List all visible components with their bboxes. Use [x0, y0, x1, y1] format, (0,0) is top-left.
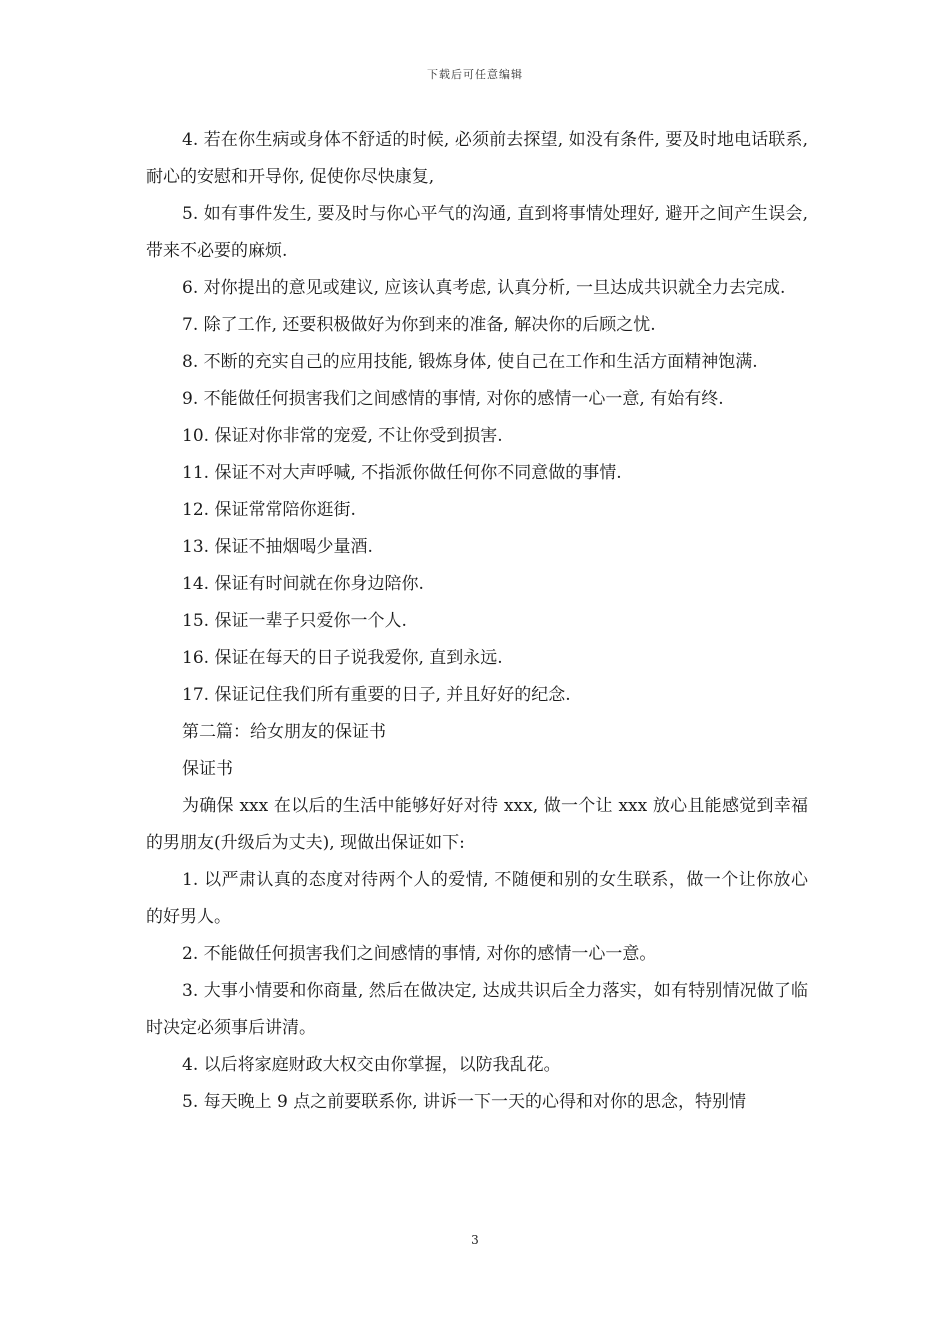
paragraph-item-3: 3. 大事小情要和你商量, 然后在做决定, 达成共识后全力落实，如有特别情况做了临时决定必须事后讲清。	[146, 981, 808, 1038]
paragraph-item-4b: 4. 以后将家庭财政大权交由你掌握，以防我乱花。	[182, 1055, 561, 1075]
paragraph-item-9: 9. 不能做任何损害我们之间感情的事情, 对你的感情一心一意, 有始有终.	[182, 389, 724, 409]
paragraph-item-13: 13. 保证不抽烟喝少量酒.	[182, 537, 373, 557]
paragraph-item-10: 10. 保证对你非常的宠爱, 不让你受到损害.	[182, 426, 503, 446]
document-title: 保证书	[182, 759, 233, 779]
section-heading: 第二篇：给女朋友的保证书	[182, 722, 386, 742]
paragraph-item-8: 8. 不断的充实自己的应用技能, 锻炼身体, 使自己在工作和生活方面精神饱满.	[182, 352, 758, 372]
paragraph-item-6: 6. 对你提出的意见或建议, 应该认真考虑, 认真分析, 一旦达成共识就全力去完成.	[182, 278, 786, 298]
intro-paragraph: 为确保 xxx 在以后的生活中能够好好对待 xxx, 做一个让 xxx 放心且能感觉到幸福的男朋友(升级后为丈夫), 现做出保证如下:	[146, 796, 808, 853]
paragraph-item-11: 11. 保证不对大声呼喊, 不指派你做任何你不同意做的事情.	[182, 463, 622, 483]
paragraph-item-4: 4. 若在你生病或身体不舒适的时候, 必须前去探望, 如没有条件, 要及时地电话联系, 耐心的安慰和开导你, 促使你尽快康复,	[146, 130, 808, 187]
paragraph-item-14: 14. 保证有时间就在你身边陪你.	[182, 574, 424, 594]
page-header: 下载后可任意编辑	[427, 68, 523, 81]
paragraph-item-16: 16. 保证在每天的日子说我爱你, 直到永远.	[182, 648, 503, 668]
paragraph-item-12: 12. 保证常常陪你逛街.	[182, 500, 356, 520]
paragraph-item-2: 2. 不能做任何损害我们之间感情的事情, 对你的感情一心一意。	[182, 944, 657, 964]
paragraph-item-5: 5. 如有事件发生, 要及时与你心平气的沟通, 直到将事情处理好, 避开之间产生误会, 带来不必要的麻烦.	[146, 204, 808, 261]
paragraph-item-1: 1. 以严肃认真的态度对待两个人的爱情, 不随便和别的女生联系，做一个让你放心的好男人。	[146, 870, 808, 927]
paragraph-item-17: 17. 保证记住我们所有重要的日子, 并且好好的纪念.	[182, 685, 571, 705]
paragraph-item-15: 15. 保证一辈子只爱你一个人.	[182, 611, 407, 631]
paragraph-item-7: 7. 除了工作, 还要积极做好为你到来的准备, 解决你的后顾之忧.	[182, 315, 656, 335]
paragraph-item-5b: 5. 每天晚上 9 点之前要联系你, 讲诉一下一天的心得和对你的思念，特别情	[182, 1092, 747, 1112]
page-number: 3	[471, 1233, 479, 1247]
document-body	[146, 122, 808, 1121]
